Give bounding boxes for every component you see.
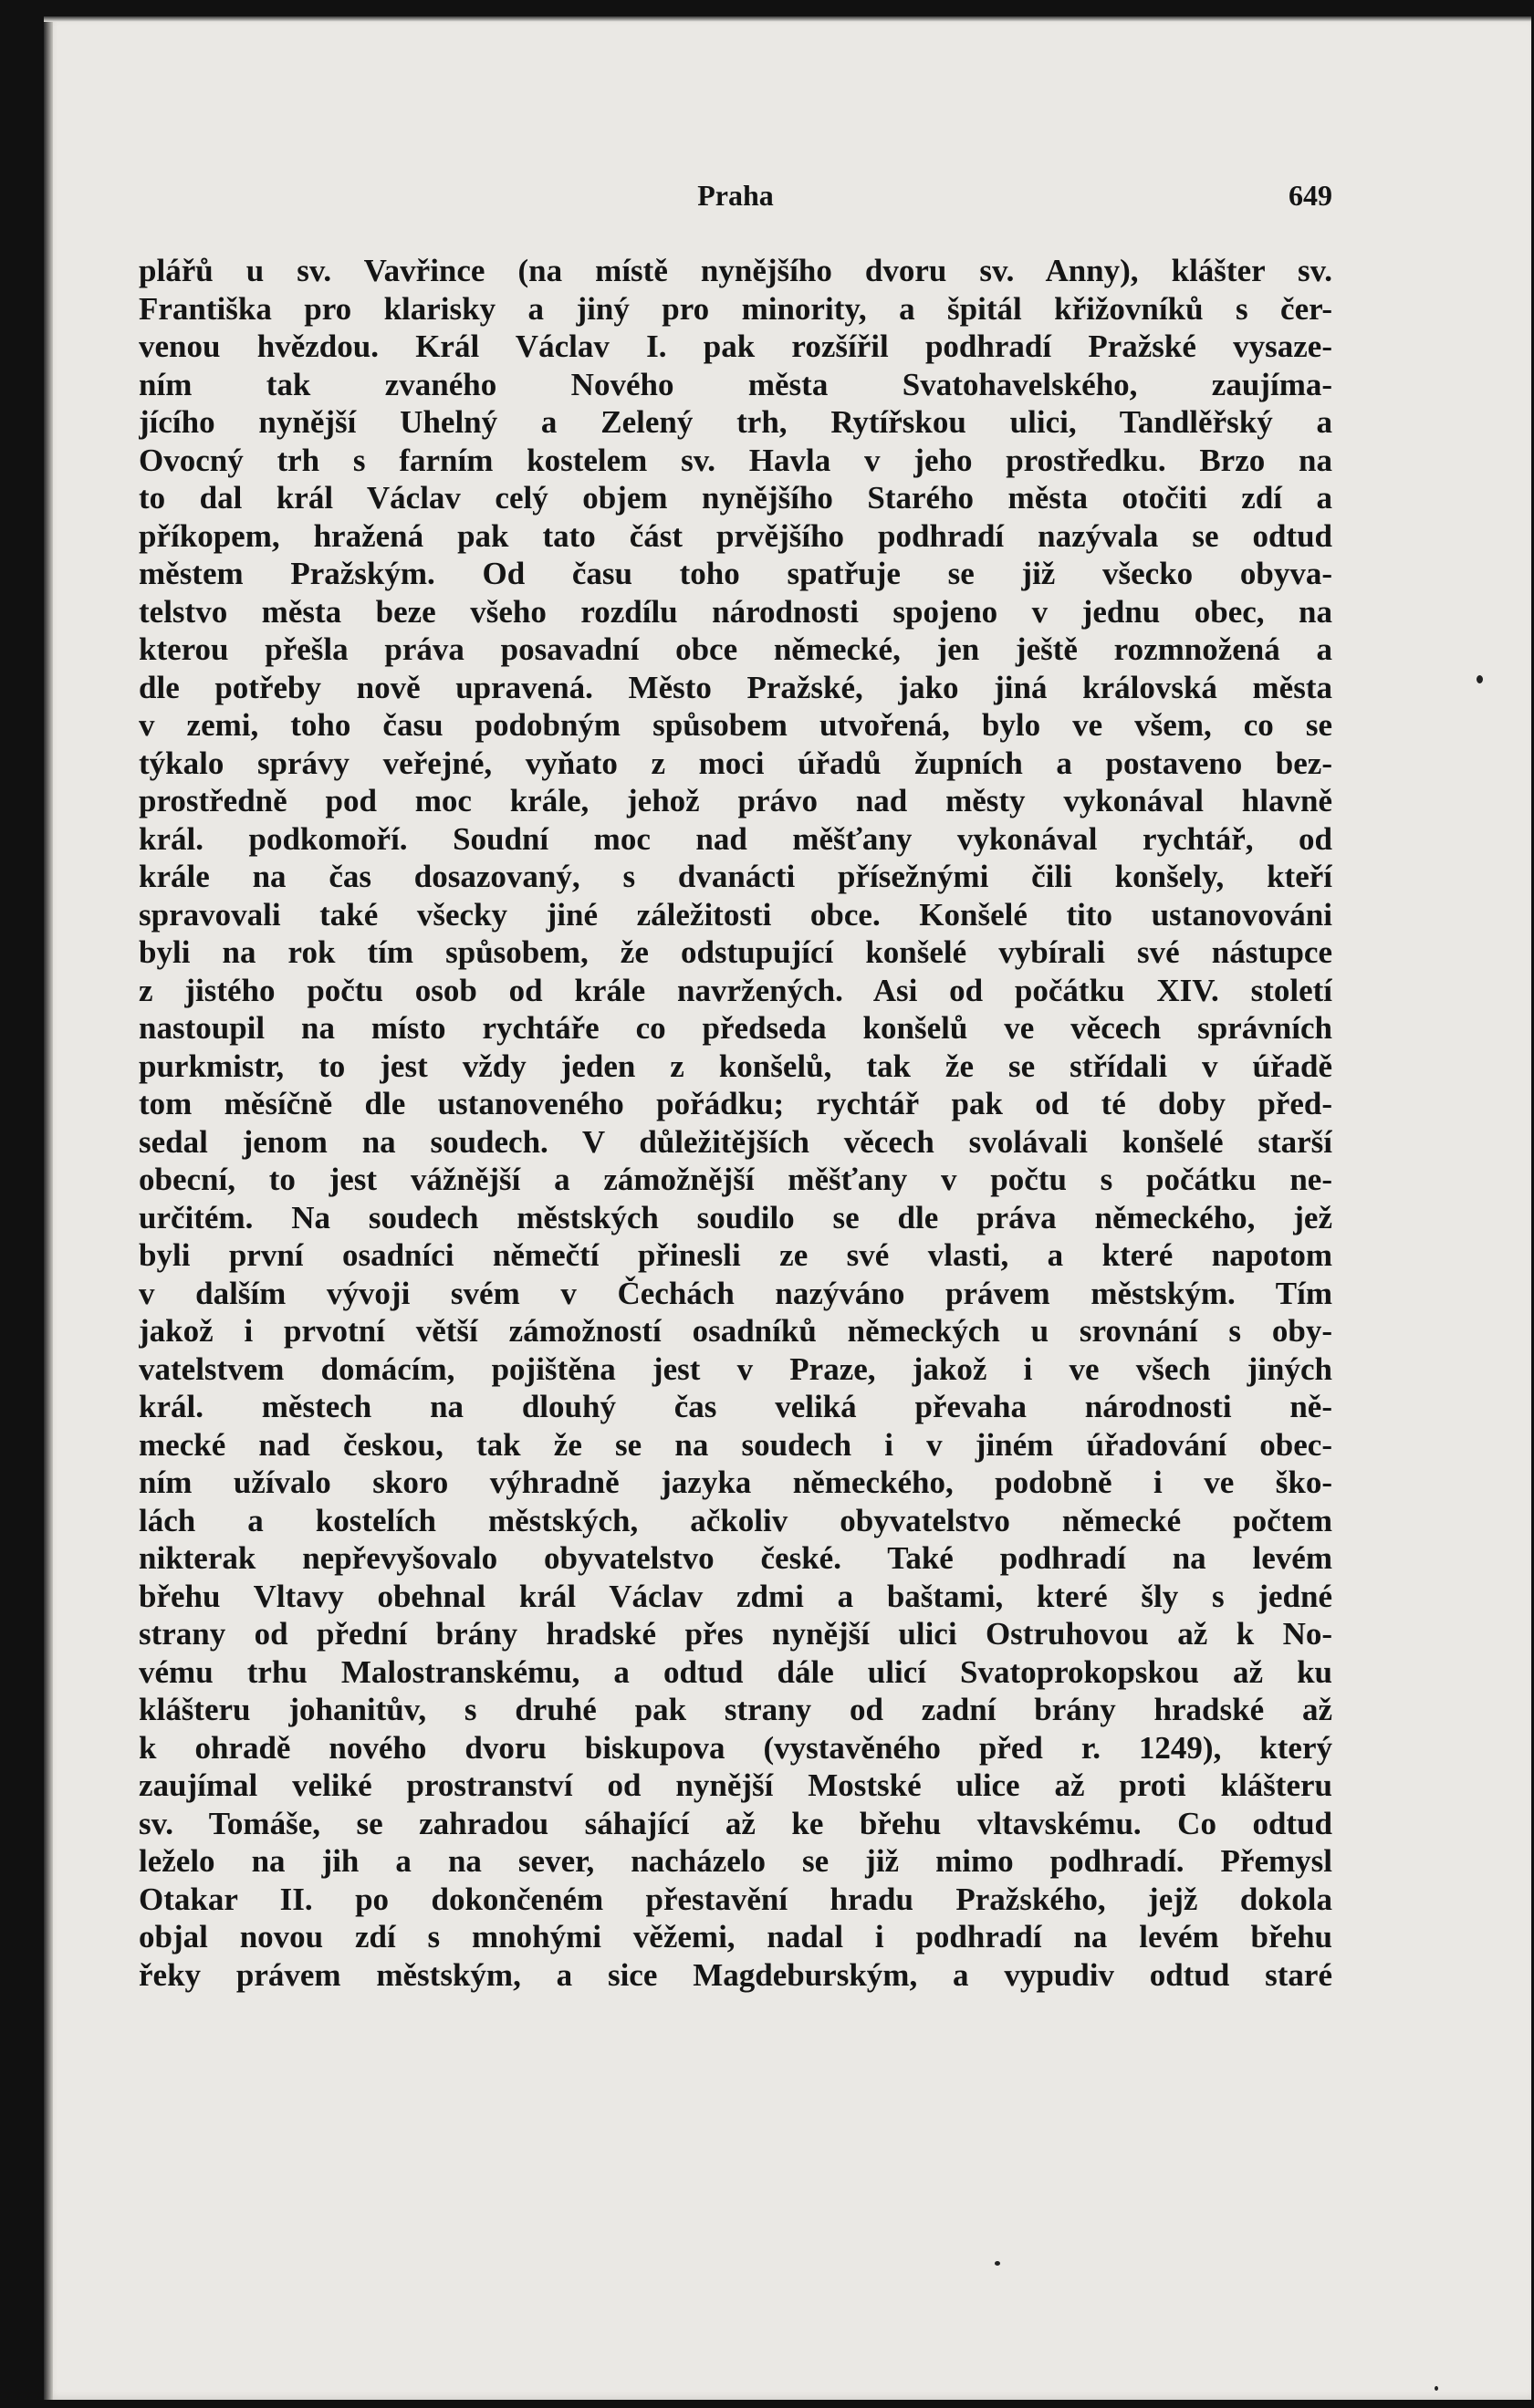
text-line: tom měsíčně dle ustanoveného pořádku; rychtář pak od té doby před- <box>139 1086 1332 1121</box>
text-line: to dal král Václav celý objem nynějšího Starého města otočiti zdí a <box>139 480 1332 516</box>
page-top-shadow <box>44 16 1531 22</box>
body-text <box>139 252 1332 1994</box>
text-line: jícího nynější Uhelný a Zelený trh, Rytířskou ulici, Tandlěřský a <box>139 404 1332 440</box>
running-head <box>139 179 1332 212</box>
text-line: příkopem, hražená pak tato část prvějšího podhradí nazývala se odtud <box>139 517 1332 554</box>
text-line: král. podkomoří. Soudní moc nad měšťany vykonával rychtář, od <box>139 820 1332 857</box>
text-line: prostředně pod moc krále, jehož právo nad městy vykonával hlavně <box>139 783 1332 818</box>
text-line: mecké nad českou, tak že se na soudech i v jiném úřadování obec- <box>139 1426 1332 1463</box>
text-line: objal novou zdí s mnohými věžemi, nadal i podhradí na levém břehu <box>139 1919 1332 1955</box>
page-title: Praha <box>697 179 774 212</box>
page-edge-shadow <box>44 16 53 2400</box>
text-line: byli první osadníci němečtí přinesli ze své vlasti, a které napotom <box>139 1237 1332 1273</box>
text-line: sv. Tomáše, se zahradou sáhající až ke břehu vltavskému. Co odtud <box>139 1805 1332 1841</box>
text-line: nastoupil na místo rychtáře co předseda konšelů ve věcech správních <box>139 1010 1332 1046</box>
text-line: břehu Vltavy obehnal král Václav zdmi a baštami, které šly s jedné <box>139 1578 1332 1614</box>
text-line: lách a kostelích městských, ačkoliv obyvatelstvo německé počtem <box>139 1502 1332 1538</box>
text-line: městem Pražským. Od času toho spatřuje se již všecko obyva- <box>139 556 1332 591</box>
scan-speck <box>1435 2386 1438 2391</box>
text-line: král. městech na dlouhý čas veliká převaha národnosti ně- <box>139 1389 1332 1424</box>
text-line: venou hvězdou. Král Václav I. pak rozšířil podhradí Pražské vysaze- <box>139 328 1332 364</box>
text-line: strany od přední brány hradské přes nynější ulici Ostruhovou až k No- <box>139 1616 1332 1652</box>
text-line: vému trhu Malostranskému, a odtud dále ulicí Svatoprokopskou až ku <box>139 1653 1332 1690</box>
text-line: telstvo města beze všeho rozdílu národnosti spojeno v jednu obec, na <box>139 593 1332 630</box>
text-line: v dalším vývoji svém v Čechách nazýváno právem městským. Tím <box>139 1275 1332 1311</box>
text-line: dle potřeby nově upravená. Město Pražské, jako jiná královská města <box>139 669 1332 705</box>
text-line: ním užívalo skoro výhradně jazyka německého, podobně i ve ško- <box>139 1465 1332 1500</box>
text-line: plářů u sv. Vavřince (na místě nynějšího dvoru sv. Anny), klášter sv. <box>139 253 1332 288</box>
text-line: Otakar II. po dokončeném přestavění hradu Pražského, jejž dokola <box>139 1881 1332 1917</box>
text-line: k ohradě nového dvoru biskupova (vystavěného před r. 1249), který <box>139 1729 1332 1766</box>
text-line: z jistého počtu osob od krále navržených. Asi od počátku XIV. století <box>139 972 1332 1008</box>
text-line: purkmistr, to jest vždy jeden z konšelů, tak že se střídali v úřadě <box>139 1048 1332 1084</box>
text-line: nikterak nepřevyšovalo obyvatelstvo české. Také podhradí na levém <box>139 1540 1332 1576</box>
text-line: Ovocný trh s farním kostelem sv. Havla v jeho prostředku. Brzo na <box>139 442 1332 478</box>
text-line: ním tak zvaného Nového města Svatohavelského, zaujíma- <box>139 366 1332 402</box>
text-line: sedal jenom na soudech. V důležitějších věcech svolávali konšelé starší <box>139 1123 1332 1160</box>
text-line: klášteru johanitův, s druhé pak strany od zadní brány hradské až <box>139 1692 1332 1727</box>
text-line: vatelstvem domácím, pojištěna jest v Praze, jakož i ve všech jiných <box>139 1350 1332 1387</box>
text-line: určitém. Na soudech městských soudilo se dle práva německého, jež <box>139 1199 1332 1235</box>
text-line: kterou přešla práva posavadní obce německé, jen ještě rozmnožená a <box>139 631 1332 667</box>
text-line: jakož i prvotní větší zámožností osadníků německých u srovnání s oby- <box>139 1313 1332 1349</box>
text-line: krále na čas dosazovaný, s dvanácti přísežnými čili konšely, kteří <box>139 859 1332 894</box>
text-line: spravovali také všecky jiné záležitosti obce. Konšelé tito ustanovováni <box>139 896 1332 933</box>
text-line: obecní, to jest vážnější a zámožnější měšťany v počtu s počátku ne- <box>139 1162 1332 1197</box>
text-line: zaujímal veliké prostranství od nynější Mostské ulice až proti klášteru <box>139 1767 1332 1803</box>
page-number: 649 <box>1289 179 1332 212</box>
scan-speck <box>995 2261 1000 2266</box>
text-line: Františka pro klarisky a jiný pro minority, a špitál křižovníků s čer- <box>139 290 1332 327</box>
scan-speck <box>1477 675 1483 683</box>
text-line: řeky právem městským, a sice Magdeburským, a vypudiv odtud staré <box>139 1956 1332 1993</box>
text-line: týkalo správy veřejné, vyňato z moci úřadů župních a postaveno bez- <box>139 745 1332 781</box>
text-line: byli na rok tím spůsobem, že odstupující konšelé vybírali své nástupce <box>139 934 1332 970</box>
text-line: v zemi, toho času podobným spůsobem utvořená, bylo ve všem, co se <box>139 707 1332 743</box>
text-line: leželo na jih a na sever, nacházelo se již mimo podhradí. Přemysl <box>139 1843 1332 1879</box>
